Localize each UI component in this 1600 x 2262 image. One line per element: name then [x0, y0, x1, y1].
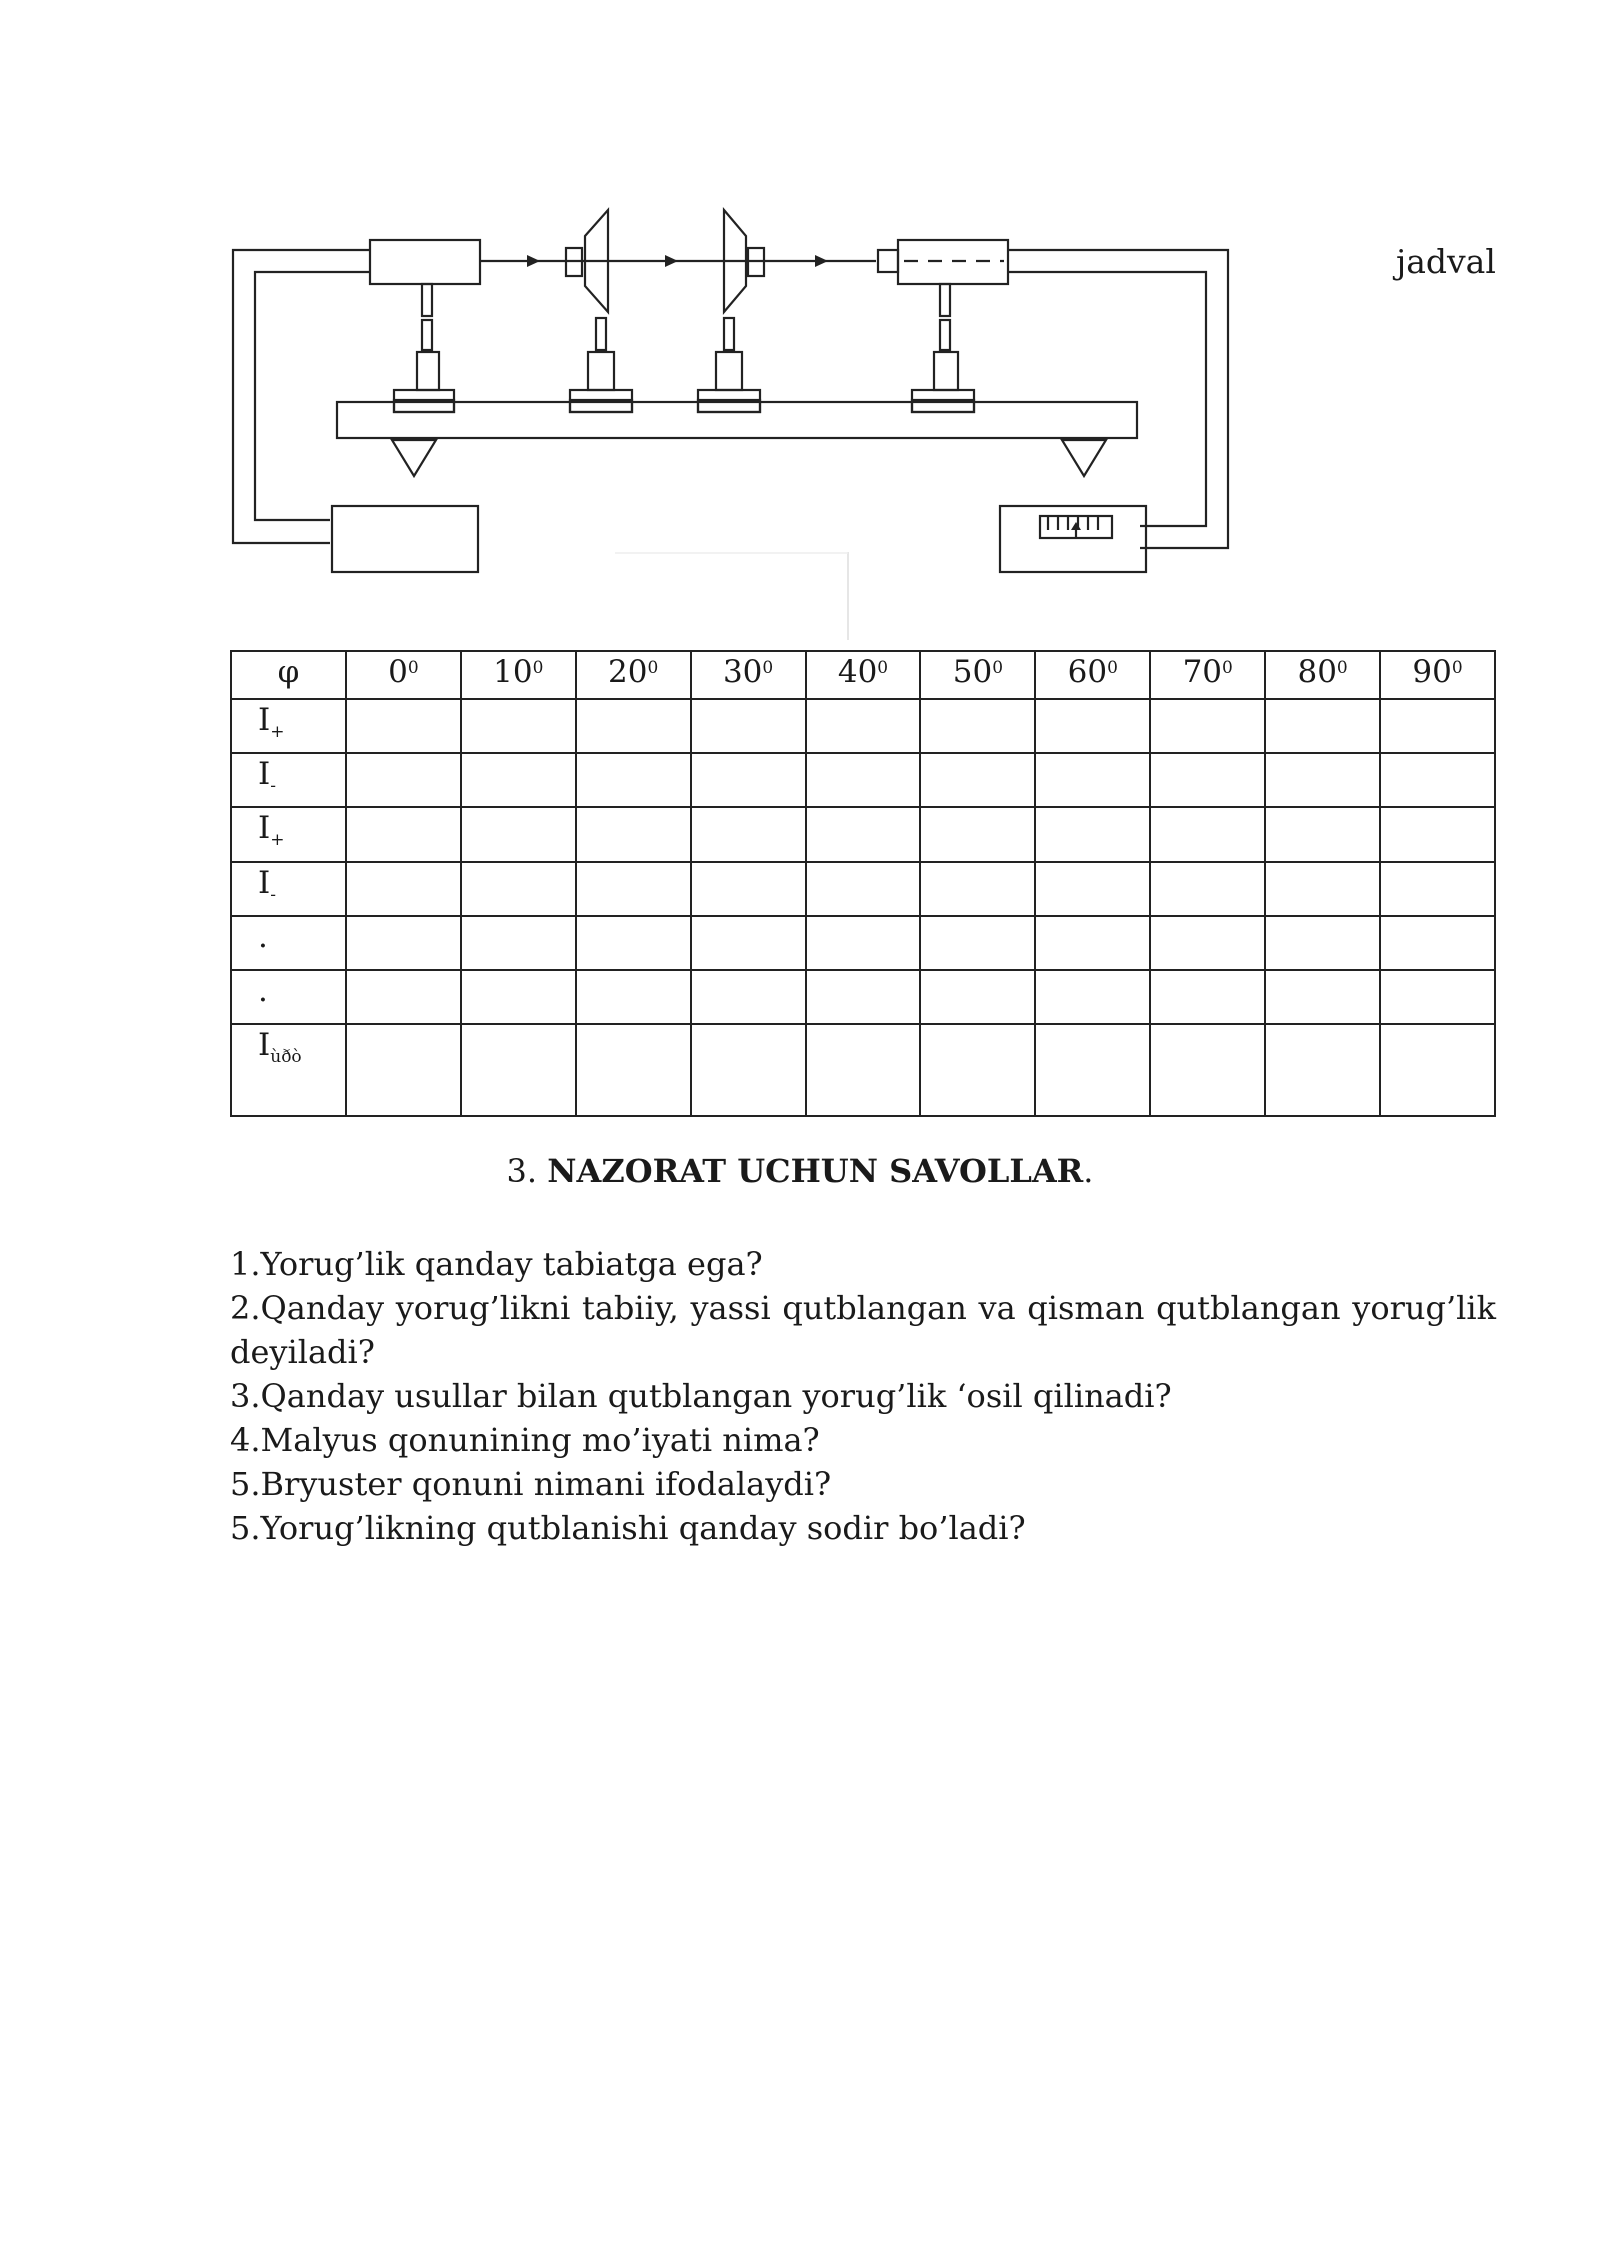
header-cell: [231, 651, 346, 699]
table-row: [231, 753, 1495, 807]
row-label-sub: +: [270, 830, 285, 851]
section-heading: [0, 1152, 1600, 1190]
row-label-main: I: [258, 756, 271, 793]
degree-sup: 0: [1107, 658, 1118, 678]
table-row: [231, 1024, 1495, 1116]
header-cell: [691, 651, 806, 699]
table-row: [231, 807, 1495, 861]
question-item: 2.Qanday yorug’likni tabiiy, yassi qutblangan va qisman qutblangan yorug’lik deyiladi?: [230, 1289, 1496, 1371]
row-label: [231, 1024, 346, 1116]
angle-value: 40: [837, 654, 878, 690]
angle-value: 50: [952, 654, 993, 690]
right-foot: [1062, 440, 1106, 476]
row-label: [231, 699, 346, 753]
row-label: [231, 916, 346, 970]
angle-value: 70: [1182, 654, 1223, 690]
bench-rail: [337, 402, 1137, 438]
table-row: [231, 970, 1495, 1024]
table-row: [231, 699, 1495, 753]
question-item: 1.Yorug’lik qanday tabiatga ega?: [230, 1245, 763, 1283]
degree-sup: 0: [407, 658, 419, 678]
optical-bench-diagram: [0, 0, 1600, 640]
row-label-main: I: [258, 864, 271, 901]
row-label-main: .: [258, 972, 268, 1009]
angle-value: 0: [388, 654, 408, 690]
header-cell: [576, 651, 691, 699]
row-label: [231, 970, 346, 1024]
row-label-sub: -: [270, 776, 276, 797]
section-title: NAZORAT UCHUN SAVOLLAR: [547, 1152, 1084, 1190]
phi-label: φ: [277, 654, 300, 690]
table-row: [231, 916, 1495, 970]
header-cell: [1035, 651, 1150, 699]
measurement-table: [230, 650, 1496, 1117]
left-outer-wire: [233, 250, 370, 543]
right-outer-wire: [1008, 250, 1228, 548]
angle-value: 90: [1412, 654, 1452, 690]
degree-sup: 0: [1451, 658, 1463, 678]
row-label-main: I: [258, 1027, 271, 1064]
left-foot: [392, 440, 436, 476]
angle-value: 60: [1067, 654, 1108, 690]
row-label: [231, 807, 346, 861]
header-cell: [461, 651, 576, 699]
degree-sup: 0: [532, 658, 544, 678]
header-cell: [346, 651, 461, 699]
angle-value: 30: [722, 654, 763, 690]
beam-arrow-2: [665, 255, 678, 267]
degree-sup: 0: [877, 658, 889, 678]
section-suffix: .: [1083, 1152, 1094, 1190]
light-source: [370, 240, 480, 284]
row-label-main: I: [258, 810, 271, 847]
question-item: 3.Qanday usullar bilan qutblangan yorug’lik ‘osil qilinadi?: [230, 1377, 1172, 1415]
diagram-label: jadval: [1396, 242, 1496, 281]
table-header-row: [231, 651, 1495, 699]
beam-arrow-1: [527, 255, 540, 267]
left-inner-wire: [255, 272, 370, 520]
table-row: [231, 862, 1495, 916]
angle-value: 10: [493, 654, 533, 690]
question-item: 5.Bryuster qonuni nimani ifodalaydi?: [230, 1465, 832, 1503]
row-label: [231, 862, 346, 916]
header-cell: [1150, 651, 1265, 699]
degree-sup: 0: [647, 658, 659, 678]
question-item: 4.Malyus qonunining mo’iyati nima?: [230, 1421, 820, 1459]
header-cell: [806, 651, 921, 699]
row-label-sub: -: [270, 884, 276, 905]
right-inner-wire: [1008, 272, 1206, 526]
row-label-sub: +: [270, 722, 285, 743]
row-label-sub: ùðò: [270, 1047, 302, 1068]
degree-sup: 0: [762, 658, 774, 678]
degree-sup: 0: [1222, 658, 1233, 678]
section-number: 3.: [506, 1152, 538, 1190]
angle-value: 20: [608, 654, 648, 690]
beam-arrow-3: [815, 255, 828, 267]
question-item: 5.Yorug’likning qutblanishi qanday sodir bo’ladi?: [230, 1509, 1026, 1547]
row-label: [231, 753, 346, 807]
angle-value: 80: [1297, 654, 1337, 690]
header-cell: [1265, 651, 1380, 699]
degree-sup: 0: [992, 658, 1004, 678]
row-label-main: I: [258, 702, 271, 738]
header-cell: [1380, 651, 1495, 699]
header-cell: [920, 651, 1035, 699]
questions-list: [230, 1242, 1496, 1550]
power-supply-box: [332, 506, 478, 572]
row-label-main: .: [258, 918, 268, 955]
degree-sup: 0: [1336, 658, 1348, 678]
